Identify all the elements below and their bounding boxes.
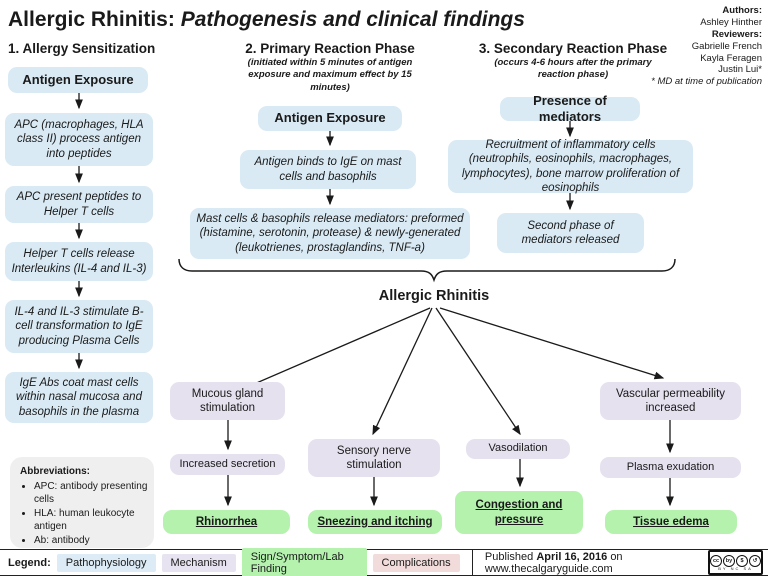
flow-box-antigen-exposure-2: Antigen Exposure	[258, 106, 402, 131]
flow-box-antigen-binds-ige: Antigen binds to IgE on mast cells and basophils	[240, 150, 416, 189]
flow-box-recruitment: Recruitment of inflammatory cells (neutrophils, eosinophils, macrophages, lymphocytes), bone marrow proliferation of eosinophils	[448, 140, 693, 193]
cc-license-badge	[708, 550, 763, 575]
reviewer-name: Kayla Feragen	[700, 52, 762, 64]
sa-icon: ↺	[749, 555, 761, 567]
mechanism-box-plasma-exudation: Plasma exudation	[600, 457, 741, 478]
credits-note: * MD at time of publication	[651, 76, 762, 88]
mechanism-box-mucous-gland: Mucous gland stimulation	[170, 382, 285, 420]
abbreviations-box	[10, 457, 154, 548]
flow-box-apc-process: APC (macrophages, HLA class II) process antigen into peptides	[5, 113, 153, 166]
finding-box-congestion-pressure: Congestion and pressure	[455, 491, 583, 534]
published-text	[485, 551, 702, 575]
nc-icon: $	[736, 555, 748, 567]
finding-box-rhinorrhea: Rhinorrhea	[163, 510, 290, 534]
legend-bar	[0, 549, 768, 576]
legend-chip-mechanism: Mechanism	[162, 554, 236, 572]
reviewer-name: Gabrielle French	[691, 40, 762, 52]
abbreviation-item: • Ab: antibody	[34, 534, 148, 547]
finding-box-sneezing-itching: Sneezing and itching	[308, 510, 442, 534]
flow-box-presence-mediators: Presence of mediators	[500, 97, 640, 121]
cc-icon-row	[710, 555, 761, 567]
column3-subheading: (occurs 4-6 hours after the primary reaction phase)	[494, 57, 652, 81]
mechanism-box-vasodilation: Vasodilation	[466, 439, 570, 459]
flow-box-antigen-exposure-1: Antigen Exposure	[8, 67, 148, 93]
cc-caption: BY NC SA	[718, 565, 753, 571]
flow-box-mediator-release: Mast cells & basophils release mediators: preformed (histamine, serotonin, protease) & newly-generated (leukotrienes, prostaglandins, TNF-a)	[190, 208, 470, 259]
column2-heading: 2. Primary Reaction Phase	[245, 41, 415, 56]
author-name: Ashley Hinther	[700, 16, 762, 28]
flow-box-apc-present: APC present peptides to Helper T cells	[5, 186, 153, 223]
mechanism-box-sensory-nerve: Sensory nerve stimulation	[308, 439, 440, 477]
reviewer-name: Justin Lui*	[718, 64, 762, 76]
legend-chip-sign-symptom: Sign/Symptom/Lab Finding	[242, 548, 367, 576]
abbreviations-title: Abbreviations:	[20, 466, 91, 477]
cc-icon: cc	[710, 555, 722, 567]
abbreviations-list	[34, 480, 148, 547]
column3-heading: 3. Secondary Reaction Phase	[478, 41, 668, 56]
authors-label: Authors:	[722, 5, 762, 16]
column2-subheading: (initiated within 5 minutes of antigen exposure and maximum effect by 15 minutes)	[247, 57, 413, 93]
legend-divider	[472, 549, 473, 576]
abbreviation-item: • APC: antibody presenting cells	[34, 480, 148, 506]
mechanism-box-increased-secretion: Increased secretion	[170, 454, 285, 475]
column1-heading: 1. Allergy Sensitization	[8, 41, 156, 56]
flow-box-il4-il3-stimulate: IL-4 and IL-3 stimulate B-cell transformation to IgE producing Plasma Cells	[5, 300, 153, 353]
flow-box-helper-t-release: Helper T cells release Interleukins (IL-4 and IL-3)	[5, 242, 153, 281]
flow-box-ige-abs-coat: IgE Abs coat mast cells within nasal mucosa and basophils in the plasma	[5, 372, 153, 423]
published-prefix: Published	[484, 550, 534, 563]
flow-box-second-phase: Second phase of mediators released	[497, 213, 644, 253]
page-title	[8, 8, 525, 32]
page-title-italic: Pathogenesis and clinical findings	[180, 8, 525, 31]
mechanism-box-vascular-permeability: Vascular permeability increased	[600, 382, 741, 420]
legend-chip-complications: Complications	[373, 554, 460, 572]
reviewers-label: Reviewers:	[711, 28, 762, 40]
page-title-main: Allergic Rhinitis:	[8, 8, 175, 31]
by-icon: by	[723, 555, 735, 567]
legend-label: Legend:	[8, 556, 51, 569]
central-node-allergic-rhinitis: Allergic Rhinitis	[378, 288, 490, 304]
abbreviation-item: • HLA: human leukocyte antigen	[34, 507, 148, 533]
legend-chip-pathophysiology: Pathophysiology	[57, 554, 156, 572]
finding-box-tissue-edema: Tissue edema	[605, 510, 737, 534]
published-suffix: on www.thecalgaryguide.com	[484, 550, 623, 575]
published-date: April 16, 2016	[536, 550, 608, 563]
